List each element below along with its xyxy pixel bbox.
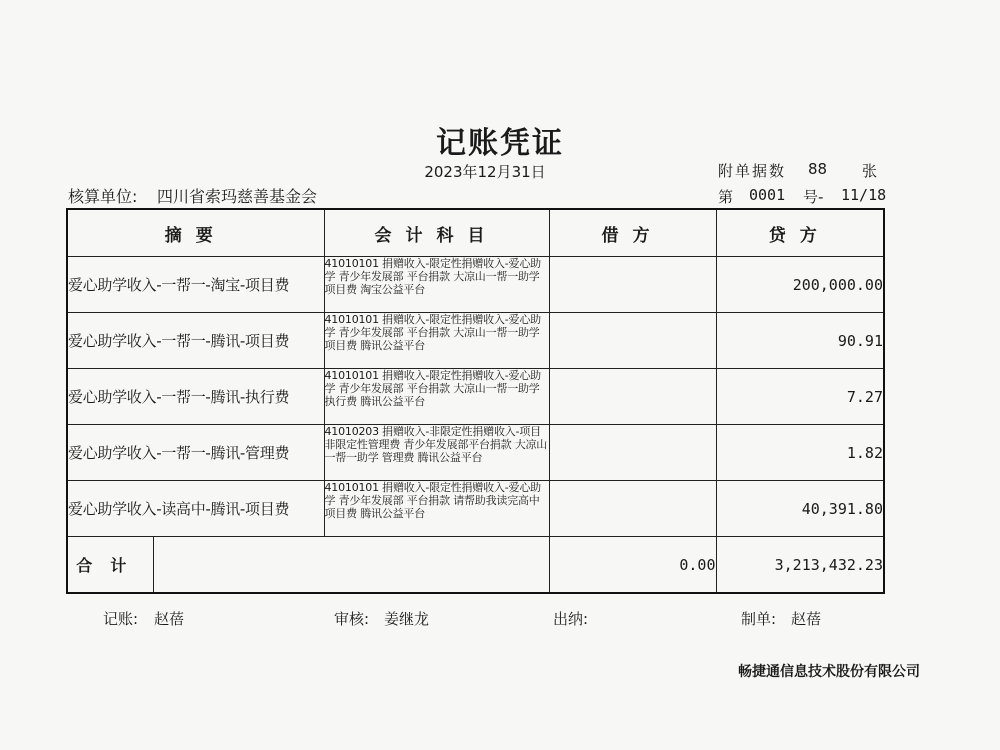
row-credit: 7.27	[716, 369, 884, 425]
voucher-date: 2023年12月31日	[424, 163, 546, 181]
voucher-table	[66, 208, 885, 594]
row-credit: 200,000.00	[716, 257, 884, 313]
voucher-title: 记账凭证	[436, 126, 564, 161]
accounting-unit: 四川省索玛慈善基金会	[157, 187, 318, 206]
total-debit: 0.00	[549, 537, 716, 594]
preparer-label: 制单:	[741, 610, 777, 628]
header-summary: 摘要	[67, 209, 324, 257]
row-credit: 1.82	[716, 425, 884, 481]
header-debit: 借方	[549, 209, 716, 257]
row-subject: 41010101 捐赠收入-限定性捐赠收入-爱心助学 青少年发展部 平台捐款 大凉山一帮一助学 项目费 腾讯公益平台	[324, 313, 549, 369]
auditor-label: 审核:	[334, 610, 370, 628]
table-row	[67, 425, 884, 481]
row-debit	[549, 369, 716, 425]
row-debit	[549, 425, 716, 481]
attachments-label: 附单据数	[718, 162, 787, 180]
bookkeeper-label: 记账:	[103, 610, 139, 628]
voucher-number-prefix: 第	[718, 188, 734, 206]
preparer-name: 赵蓓	[791, 610, 822, 628]
attachments-unit: 张	[862, 162, 878, 180]
row-summary: 爱心助学收入-读高中-腾讯-项目费	[67, 481, 324, 537]
auditor-name: 姜继龙	[384, 610, 430, 628]
row-credit: 40,391.80	[716, 481, 884, 537]
row-subject: 41010101 捐赠收入-限定性捐赠收入-爱心助学 青少年发展部 平台捐款 大凉山一帮一助学 项目费 淘宝公益平台	[324, 257, 549, 313]
row-summary: 爱心助学收入-一帮一-腾讯-执行费	[67, 369, 324, 425]
table-header-row	[67, 209, 884, 257]
attachments-count: 88	[808, 160, 828, 178]
header-subject: 会计科目	[324, 209, 549, 257]
row-credit: 90.91	[716, 313, 884, 369]
row-debit	[549, 481, 716, 537]
total-label: 合计	[67, 537, 153, 594]
table-row	[67, 313, 884, 369]
table-row	[67, 481, 884, 537]
bookkeeper-name: 赵蓓	[154, 610, 185, 628]
row-summary: 爱心助学收入-一帮一-腾讯-项目费	[67, 313, 324, 369]
row-subject: 41010101 捐赠收入-限定性捐赠收入-爱心助学 青少年发展部 平台捐款 请帮助我读完高中 项目费 腾讯公益平台	[324, 481, 549, 537]
total-blank-cell	[153, 537, 549, 594]
header-credit: 贷方	[716, 209, 884, 257]
total-credit: 3,213,432.23	[716, 537, 884, 594]
table-row	[67, 257, 884, 313]
row-summary: 爱心助学收入-一帮一-淘宝-项目费	[67, 257, 324, 313]
row-subject: 41010203 捐赠收入-非限定性捐赠收入-项目非限定性管理费 青少年发展部平台捐款 大凉山一帮一助学 管理费 腾讯公益平台	[324, 425, 549, 481]
accounting-unit-label: 核算单位:	[68, 187, 138, 206]
row-debit	[549, 257, 716, 313]
row-summary: 爱心助学收入-一帮一-腾讯-管理费	[67, 425, 324, 481]
table-row	[67, 369, 884, 425]
voucher-number-separator: 号-	[803, 188, 824, 206]
voucher-number: 0001	[749, 186, 786, 204]
row-subject: 41010101 捐赠收入-限定性捐赠收入-爱心助学 青少年发展部 平台捐款 大凉山一帮一助学 执行费 腾讯公益平台	[324, 369, 549, 425]
voucher-page: 11/18	[841, 186, 887, 204]
software-company: 畅捷通信息技术股份有限公司	[738, 664, 920, 680]
row-debit	[549, 313, 716, 369]
total-row	[67, 537, 884, 594]
cashier-label: 出纳:	[553, 610, 589, 628]
